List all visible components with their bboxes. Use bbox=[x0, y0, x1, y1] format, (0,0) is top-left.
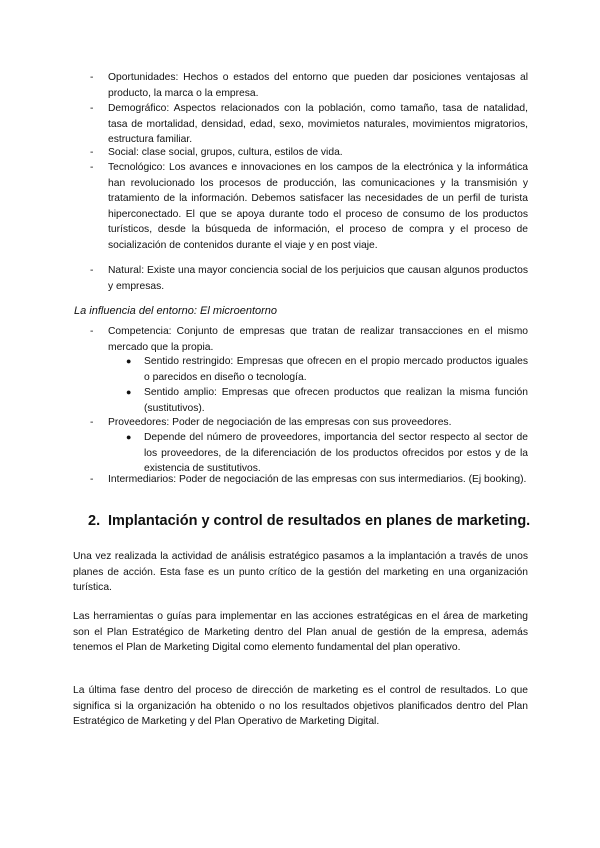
dash-marker: - bbox=[90, 162, 94, 173]
list-item-text: Competencia: Conjunto de empresas que tratan de realizar transacciones en el mismo mercado que la propia. bbox=[108, 326, 528, 353]
paragraph-implantacion: Una vez realizada la actividad de análisis estratégico pasamos a la implantación a través de unos planes de acción. Esta fase es un punto crítico de la gestión del marketing en una organización turística. bbox=[73, 551, 528, 594]
dash-marker: - bbox=[90, 474, 94, 485]
microenvironment-heading: La influencia del entorno: El microentorno bbox=[74, 305, 278, 317]
section-heading bbox=[88, 514, 530, 530]
list-item-text: Intermediarios: Poder de negociación de las empresas con sus intermediarios. (Ej booking). bbox=[108, 474, 527, 485]
bullet-marker: ● bbox=[126, 387, 132, 397]
section-title: Implantación y control de resultados en planes de marketing. bbox=[108, 513, 531, 529]
list-item-natural bbox=[90, 263, 528, 294]
list-item-text: Tecnológico: Los avances e innovaciones en los campos de la electrónica y la informática han revolucionado los procesos de producción, las comunicaciones y la transmisión y tratamiento de la información. Debemos satisfacer las necesidades de un perfil de turista hiperconectado. El que se apoya durante todo el proceso de consumo de los productos turísticos, desde la búsqueda de información, el proceso de compra y el proceso de socialización de contenidos durante el viaje y en post viaje. bbox=[108, 162, 528, 251]
list-item-intermediarios bbox=[90, 472, 528, 488]
section-number: 2. bbox=[88, 513, 101, 529]
list-item-social bbox=[90, 145, 528, 161]
list-item-proveedores bbox=[90, 415, 528, 431]
bullet-item-text: Depende del número de proveedores, importancia del sector respecto al sector de los proveedores, de la diferenciación de los productos ofrecidos por estos y de la existencia de sustitutivos. bbox=[144, 432, 528, 475]
list-item-demografico bbox=[90, 101, 528, 148]
dash-marker: - bbox=[90, 72, 94, 83]
bullet-item-proveedores-depende bbox=[126, 430, 528, 477]
bullet-item-text: Sentido restringido: Empresas que ofrecen en el propio mercado productos iguales o parecidos en diseño o tecnología. bbox=[144, 356, 528, 383]
list-item-text: Proveedores: Poder de negociación de las empresas con sus proveedores. bbox=[108, 417, 452, 428]
bullet-item-amplio bbox=[126, 385, 528, 416]
paragraph-herramientas: Las herramientas o guías para implementar en las acciones estratégicas en el área de marketing son el Plan Estratégico de Marketing dentro del Plan anual de gestión de la empresa, además tenemos el Plan de Marketing Digital como elemento fundamental del plan operativo. bbox=[73, 611, 528, 654]
list-item-text: Oportunidades: Hechos o estados del entorno que pueden dar posiciones ventajosas al producto, la marca o la empresa. bbox=[108, 72, 528, 99]
dash-marker: - bbox=[90, 147, 94, 158]
list-item-competencia bbox=[90, 324, 528, 355]
list-item-oportunidades bbox=[90, 70, 528, 101]
dash-marker: - bbox=[90, 265, 94, 276]
bullet-item-restringido bbox=[126, 354, 528, 385]
list-item-text: Natural: Existe una mayor conciencia social de los perjuicios que causan algunos productos y empresas. bbox=[108, 265, 528, 292]
list-item-text: Demográfico: Aspectos relacionados con la población, como tamaño, tasa de natalidad, tasa de mortalidad, densidad, edad, sexo, movimietos naturales, movimientos migratorios, estructura familiar. bbox=[108, 103, 528, 146]
dash-marker: - bbox=[90, 103, 94, 114]
list-item-text: Social: clase social, grupos, cultura, estilos de vida. bbox=[108, 147, 343, 158]
dash-marker: - bbox=[90, 417, 94, 428]
dash-marker: - bbox=[90, 326, 94, 337]
paragraph-control: La última fase dentro del proceso de dirección de marketing es el control de resultados. Lo que significa si la organización ha obtenido o no los resultados objetivos planificados dentro del Plan Estratégico de Marketing y del Plan Operativo de Marketing Digital. bbox=[73, 685, 528, 728]
bullet-item-text: Sentido amplio: Empresas que ofrecen productos que realizan la misma función (sustitutivos). bbox=[144, 387, 528, 414]
list-item-tecnologico bbox=[90, 160, 528, 254]
bullet-marker: ● bbox=[126, 432, 132, 442]
bullet-marker: ● bbox=[126, 356, 132, 366]
